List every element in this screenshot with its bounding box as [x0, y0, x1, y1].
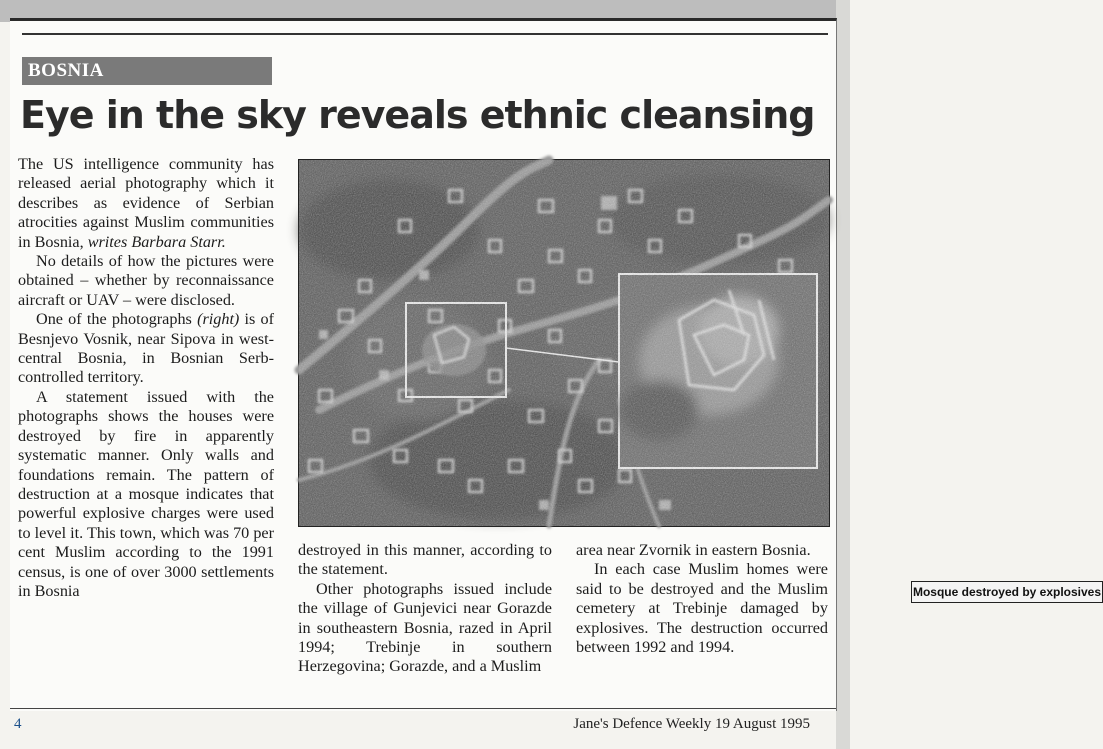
scan-background-right — [836, 0, 850, 749]
byline: writes Barbara Starr. — [87, 232, 226, 251]
paragraph-4: A statement issued with the photographs shows the houses were destroyed by fire in apparently systematic manner. Only walls and foundations remain. The pattern of destruction at a mosque indicates that powerful explosive charges were used to level it. This town, which was 70 per cent Muslim according to the 1991 census, is one of over 3000 settlements in Bosnia — [18, 387, 274, 600]
paragraph-1-text: The US intelligence community has released aerial photography which it describes as evidence of Serbian atrocities against Muslim communities in Bosnia, — [18, 155, 274, 251]
top-rule — [22, 33, 828, 35]
headline: Eye in the sky reveals ethnic cleansing — [20, 93, 815, 137]
page-number: 4 — [14, 716, 22, 732]
paragraph-3-italic: (right) — [197, 310, 240, 329]
article-column-2 — [298, 541, 552, 677]
paragraph-1 — [18, 155, 274, 252]
paragraph-2: No details of how the pictures were obtained – whether by reconnaissance aircraft or UAV – were disclosed. — [18, 252, 274, 309]
paragraph-3-rest: is of Besnjevo Vosnik, near Sipova in west-central Bosnia, in Bosnian Serb-controlled territory. — [18, 310, 275, 387]
column-3-paragraph-2: In each case Muslim homes were said to be destroyed and the Muslim cemetery at Trebinje damaged by explosives. The destruction occurred between 1992 and 1994. — [576, 560, 828, 657]
section-tag: BOSNIA — [22, 57, 272, 85]
article-column-1 — [18, 155, 274, 601]
aerial-photo-image — [299, 160, 829, 526]
paragraph-3-start: One of the photographs — [36, 310, 198, 329]
newspaper-page — [10, 18, 1102, 711]
photo-caption: Mosque destroyed by explosives — [911, 581, 1103, 603]
footer-rule — [10, 708, 836, 709]
publication-folio: Jane's Defence Weekly 19 August 1995 — [573, 716, 810, 732]
column-3-paragraph-1: area near Zvornik in eastern Bosnia. — [576, 541, 811, 559]
column-2-paragraph-1: destroyed in this manner, according to the statement. — [298, 541, 552, 579]
article-column-3 — [576, 541, 828, 657]
paragraph-3 — [18, 310, 274, 388]
column-2-paragraph-2: Other photographs issued include the village of Gunjevici near Gorazde in southeastern Bosnia, razed in April 1994; Trebinje in southern Herzegovina; Gorazde, and a Muslim — [298, 579, 552, 676]
